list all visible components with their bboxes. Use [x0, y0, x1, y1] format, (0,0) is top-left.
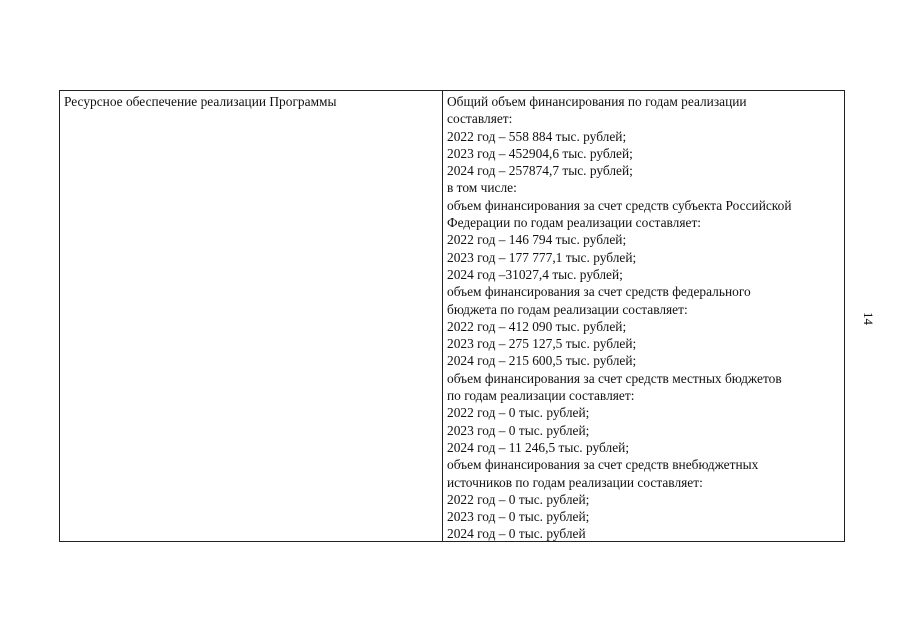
funding-text-line: 2024 год – 11 246,5 тыс. рублей;: [447, 439, 630, 455]
funding-text-line: 2022 год – 0 тыс. рублей;: [447, 405, 590, 421]
funding-text-line: источников по годам реализации составляет:: [447, 474, 703, 490]
funding-table: [59, 90, 845, 542]
funding-text-line: 2023 год – 0 тыс. рублей;: [447, 422, 590, 438]
resource-provision-label: Ресурсное обеспечение реализации Программы: [64, 94, 337, 109]
funding-text-line: объем финансирования за счет средств внебюджетных: [447, 457, 759, 473]
funding-text-line: объем финансирования за счет средств федерального: [447, 284, 751, 300]
funding-text-line: Федерации по годам реализации составляет:: [447, 215, 702, 231]
funding-text-line: 2022 год – 146 794 тыс. рублей;: [447, 232, 627, 248]
table-cell-funding-details: [443, 91, 844, 541]
table-cell-label: [60, 91, 443, 541]
funding-text-line: объем финансирования за счет средств местных бюджетов: [447, 370, 782, 386]
funding-text-line: 2024 год – 215 600,5 тыс. рублей;: [447, 353, 637, 369]
funding-text-line: бюджета по годам реализации составляет:: [447, 301, 688, 317]
funding-text-line: 2023 год – 275 127,5 тыс. рублей;: [447, 336, 637, 352]
funding-text-line: 2022 год – 558 884 тыс. рублей;: [447, 128, 627, 144]
funding-text-line: 2023 год – 0 тыс. рублей;: [447, 509, 590, 525]
funding-text-line: по годам реализации составляет:: [447, 388, 635, 404]
page-number: 14: [861, 312, 876, 325]
funding-text-line: 2023 год – 177 777,1 тыс. рублей;: [447, 249, 637, 265]
funding-text-line: объем финансирования за счет средств субъекта Российской: [447, 197, 792, 213]
funding-text-line: Общий объем финансирования по годам реализации: [447, 94, 747, 109]
funding-text-line: 2022 год – 412 090 тыс. рублей;: [447, 318, 627, 334]
funding-text-line: 2022 год – 0 тыс. рублей;: [447, 491, 590, 507]
funding-text-line: 2023 год – 452904,6 тыс. рублей;: [447, 145, 633, 161]
funding-text-line: в том числе:: [447, 180, 517, 196]
funding-text-line: 2024 год –31027,4 тыс. рублей;: [447, 266, 623, 282]
funding-text-line: 2024 год – 257874,7 тыс. рублей;: [447, 163, 633, 179]
funding-text-line: 2024 год – 0 тыс. рублей: [447, 526, 586, 542]
funding-text-line: составляет:: [447, 111, 513, 127]
